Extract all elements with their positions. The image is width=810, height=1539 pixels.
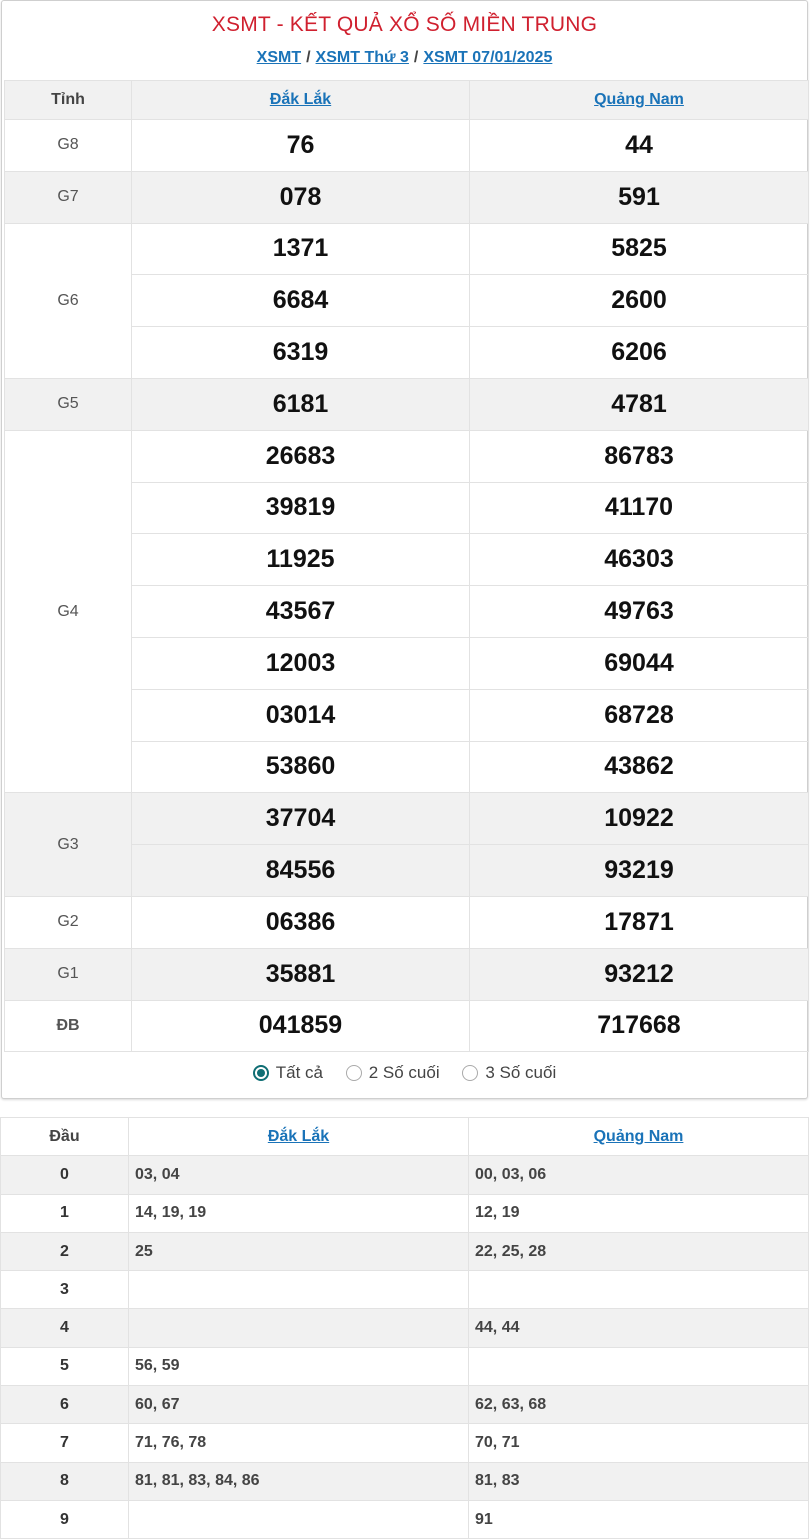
breadcrumb-link-xsmt[interactable]: XSMT (256, 49, 302, 66)
prize-label: G6 (5, 223, 132, 378)
head-digit-column-header: Đầu (1, 1118, 129, 1156)
loto-values-dak-lak: 60, 67 (129, 1386, 469, 1424)
province-column-header: Tỉnh (5, 81, 132, 120)
loto-values-quang-nam: 62, 63, 68 (469, 1386, 809, 1424)
loto-values-dak-lak: 14, 19, 19 (129, 1194, 469, 1232)
prize-number-dak-lak: 6684 (132, 275, 470, 327)
loto-header-row (1, 1118, 809, 1156)
results-card (1, 0, 808, 1099)
radio-selected-icon (253, 1065, 269, 1081)
results-body (5, 120, 809, 1052)
prize-number-quang-nam: 591 (470, 171, 809, 223)
loto-values-dak-lak: 81, 81, 83, 84, 86 (129, 1462, 469, 1500)
loto-row (1, 1500, 809, 1538)
head-digit: 9 (1, 1500, 129, 1538)
prize-row (5, 120, 809, 172)
loto-values-quang-nam: 44, 44 (469, 1309, 809, 1347)
loto-row (1, 1386, 809, 1424)
head-digit: 8 (1, 1462, 129, 1500)
prize-number-quang-nam: 93212 (470, 948, 809, 1000)
prize-label: G8 (5, 120, 132, 172)
prize-number-dak-lak: 76 (132, 120, 470, 172)
loto-values-quang-nam (469, 1347, 809, 1385)
prize-number-dak-lak: 53860 (132, 741, 470, 793)
loto-values-dak-lak (129, 1271, 469, 1309)
digit-filter-group (2, 1063, 807, 1086)
loto-row (1, 1424, 809, 1462)
loto-row (1, 1194, 809, 1232)
loto-values-dak-lak: 56, 59 (129, 1347, 469, 1385)
loto-values-quang-nam: 22, 25, 28 (469, 1232, 809, 1270)
prize-number-quang-nam: 69044 (470, 637, 809, 689)
filter-option-label: 2 Số cuối (368, 1063, 440, 1082)
filter-option-label: 3 Số cuối (485, 1063, 557, 1082)
radio-unselected-icon (346, 1065, 362, 1081)
prize-row (5, 378, 809, 430)
head-digit: 0 (1, 1156, 129, 1194)
prize-number-dak-lak: 26683 (132, 430, 470, 482)
loto-province-link-quang-nam[interactable]: Quảng Nam (593, 1127, 684, 1145)
province-header-dak-lak (132, 81, 470, 120)
prize-row (5, 948, 809, 1000)
loto-row (1, 1462, 809, 1500)
prize-label: G1 (5, 948, 132, 1000)
filter-option-label: Tất cả (275, 1063, 323, 1082)
loto-province-link-dak-lak[interactable]: Đắk Lắk (267, 1127, 330, 1145)
breadcrumb-separator: / (306, 49, 311, 66)
prize-number-quang-nam: 17871 (470, 896, 809, 948)
loto-header-dak-lak (129, 1118, 469, 1156)
loto-values-dak-lak: 03, 04 (129, 1156, 469, 1194)
prize-number-quang-nam: 68728 (470, 689, 809, 741)
filter-option-all[interactable] (253, 1063, 323, 1083)
loto-values-dak-lak (129, 1500, 469, 1538)
head-digit: 3 (1, 1271, 129, 1309)
prize-row (5, 1000, 809, 1052)
prize-label: G2 (5, 896, 132, 948)
loto-values-quang-nam: 70, 71 (469, 1424, 809, 1462)
loto-values-quang-nam: 81, 83 (469, 1462, 809, 1500)
head-digit: 5 (1, 1347, 129, 1385)
prize-row (5, 430, 809, 482)
breadcrumb-link-xsmt-thu-3[interactable]: XSMT Thứ 3 (315, 49, 409, 66)
results-header-row (5, 81, 809, 120)
prize-number-quang-nam: 41170 (470, 482, 809, 534)
prize-number-quang-nam: 2600 (470, 275, 809, 327)
prize-number-dak-lak: 12003 (132, 637, 470, 689)
head-digit: 7 (1, 1424, 129, 1462)
head-digit: 2 (1, 1232, 129, 1270)
loto-values-dak-lak: 71, 76, 78 (129, 1424, 469, 1462)
prize-label: G7 (5, 171, 132, 223)
prize-number-dak-lak: 6181 (132, 378, 470, 430)
prize-number-quang-nam: 6206 (470, 327, 809, 379)
breadcrumb-separator: / (413, 49, 419, 66)
prize-number-dak-lak: 06386 (132, 896, 470, 948)
prize-number-dak-lak: 35881 (132, 948, 470, 1000)
prize-label: G4 (5, 430, 132, 793)
breadcrumb (2, 49, 807, 67)
loto-values-quang-nam (469, 1271, 809, 1309)
loto-row (1, 1309, 809, 1347)
prize-number-quang-nam: 717668 (470, 1000, 809, 1052)
province-link-quang-nam[interactable]: Quảng Nam (594, 91, 684, 108)
loto-values-quang-nam: 00, 03, 06 (469, 1156, 809, 1194)
loto-values-quang-nam: 91 (469, 1500, 809, 1538)
prize-number-quang-nam: 10922 (470, 793, 809, 845)
prize-row (5, 171, 809, 223)
loto-values-dak-lak: 25 (129, 1232, 469, 1270)
prize-number-dak-lak: 078 (132, 171, 470, 223)
head-digit: 1 (1, 1194, 129, 1232)
prize-number-quang-nam: 43862 (470, 741, 809, 793)
loto-row (1, 1232, 809, 1270)
prize-number-dak-lak: 6319 (132, 327, 470, 379)
head-digit: 4 (1, 1309, 129, 1347)
prize-number-dak-lak: 03014 (132, 689, 470, 741)
prize-number-quang-nam: 44 (470, 120, 809, 172)
prize-number-dak-lak: 1371 (132, 223, 470, 275)
prize-row (5, 223, 809, 275)
results-table (4, 80, 809, 1052)
filter-option-last-3[interactable] (462, 1063, 556, 1083)
prize-row (5, 896, 809, 948)
loto-header-quang-nam (469, 1118, 809, 1156)
prize-row (5, 793, 809, 845)
loto-values-quang-nam: 12, 19 (469, 1194, 809, 1232)
prize-number-quang-nam: 93219 (470, 845, 809, 897)
prize-label: ĐB (5, 1000, 132, 1052)
prize-number-quang-nam: 86783 (470, 430, 809, 482)
prize-number-quang-nam: 4781 (470, 378, 809, 430)
loto-head-table (0, 1117, 809, 1539)
page-title: XSMT - KẾT QUẢ XỔ SỐ MIỀN TRUNG (211, 13, 598, 36)
prize-label: G3 (5, 793, 132, 897)
prize-number-quang-nam: 46303 (470, 534, 809, 586)
head-digit: 6 (1, 1386, 129, 1424)
prize-number-dak-lak: 11925 (132, 534, 470, 586)
prize-number-quang-nam: 49763 (470, 586, 809, 638)
loto-values-dak-lak (129, 1309, 469, 1347)
radio-unselected-icon (462, 1065, 478, 1081)
province-link-dak-lak[interactable]: Đắk Lắk (269, 91, 332, 108)
prize-number-dak-lak: 041859 (132, 1000, 470, 1052)
province-header-quang-nam (470, 81, 809, 120)
loto-row (1, 1271, 809, 1309)
prize-number-dak-lak: 84556 (132, 845, 470, 897)
breadcrumb-link-date[interactable]: XSMT 07/01/2025 (423, 49, 553, 66)
filter-option-last-2[interactable] (346, 1063, 440, 1083)
prize-number-dak-lak: 39819 (132, 482, 470, 534)
prize-number-dak-lak: 43567 (132, 586, 470, 638)
loto-row (1, 1156, 809, 1194)
loto-body (1, 1156, 809, 1539)
prize-number-quang-nam: 5825 (470, 223, 809, 275)
prize-label: G5 (5, 378, 132, 430)
loto-row (1, 1347, 809, 1385)
prize-number-dak-lak: 37704 (132, 793, 470, 845)
